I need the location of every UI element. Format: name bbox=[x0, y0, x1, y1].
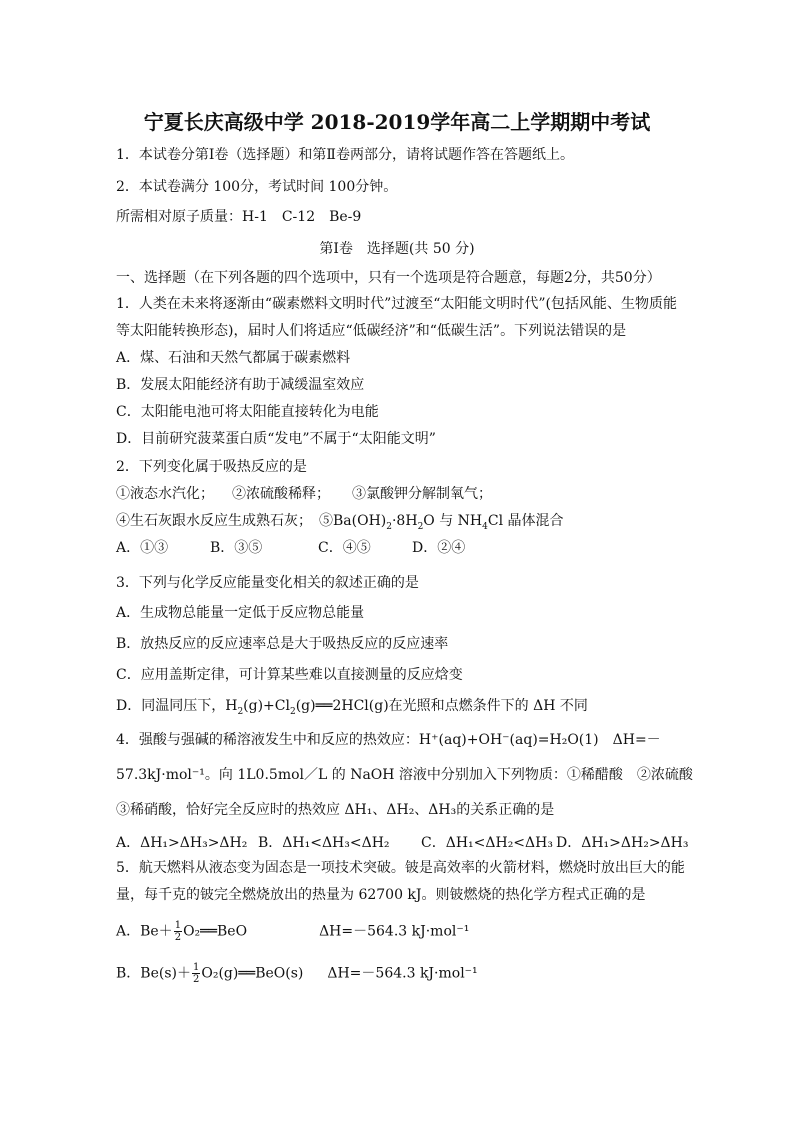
q3-option-d-text-3: (g)══2HCl(g)在光照和点燃条件下的 ΔH 不同 bbox=[295, 698, 588, 714]
fraction-denominator: 2 bbox=[192, 974, 200, 985]
q2-item-4-5-text: ④生石灰跟水反应生成熟石灰； ⑤Ba(OH) bbox=[116, 513, 387, 529]
q5-option-a-equation: O₂══BeO bbox=[183, 923, 248, 940]
q3-option-b: B．放热反应的反应速率总是大于吸热反应的反应速率 bbox=[116, 636, 449, 652]
q3-option-c: C．应用盖斯定律，可计算某些难以直接测量的反应焓变 bbox=[116, 667, 463, 683]
q1-option-d: D．目前研究菠菜蛋白质“发电”不属于“太阳能文明” bbox=[116, 431, 436, 447]
q2-option-c: C．④⑤ bbox=[318, 540, 371, 556]
q3-option-d-text-1: D．同温同压下，H bbox=[116, 698, 238, 714]
q4-stem-line1: 4．强酸与强碱的稀溶液发生中和反应的热效应：H⁺(aq)+OH⁻(aq)=H₂O(1) ΔH=－ bbox=[116, 732, 661, 748]
q5-option-b-enthalpy: ΔH=－564.3 kJ·mol⁻¹ bbox=[327, 965, 478, 982]
note-2: 2．本试卷满分 100分，考试时间 100分钟。 bbox=[116, 179, 398, 195]
q2-item-5-text-d: Cl 晶体混合 bbox=[487, 513, 564, 529]
q2-item-5-text-c: O 与 NH bbox=[423, 513, 483, 529]
q2-items-line1 bbox=[116, 485, 492, 503]
q2-item-1: ①液态水汽化； bbox=[116, 486, 214, 502]
q2-option-b: B．③⑤ bbox=[210, 540, 263, 556]
q1-stem-line2: 等太阳能转换形态)，届时人们将适应“低碳经济”和“低碳生活”。下列说法错误的是 bbox=[116, 323, 627, 339]
q4-options bbox=[116, 834, 688, 852]
q5-option-b bbox=[116, 962, 478, 985]
q4-option-c: C．ΔH₁<ΔH₂<ΔH₃ bbox=[421, 835, 553, 851]
q5-stem-line1: 5．航天燃料从液态变为固态是一项技术突破。铍是高效率的火箭材料，燃烧时放出巨大的能 bbox=[116, 860, 685, 876]
fraction-numerator: 1 bbox=[174, 920, 182, 931]
q5-option-b-label: B．Be(s)＋ bbox=[116, 965, 191, 982]
q2-item-5-text-b: ·8H bbox=[391, 513, 418, 529]
q1-option-b: B．发展太阳能经济有助于减缓温室效应 bbox=[116, 377, 365, 393]
one-half-fraction bbox=[174, 920, 182, 943]
note-atomic-mass: 所需相对原子质量：H-1 C-12 Be-9 bbox=[116, 209, 362, 225]
note-1: 1．本试卷分第Ⅰ卷（选择题）和第Ⅱ卷两部分，请将试题作答在答题纸上。 bbox=[116, 147, 574, 163]
part1-title: 一、选择题（在下列各题的四个选项中，只有一个选项是符合题意，每题2分，共50分） bbox=[116, 270, 661, 286]
section-title: 第Ⅰ卷 选择题(共 50 分) bbox=[319, 241, 475, 257]
fraction-denominator: 2 bbox=[174, 932, 182, 943]
q2-option-a: A．①③ bbox=[116, 540, 169, 556]
q2-options bbox=[116, 539, 465, 557]
q2-item-3: ③氯酸钾分解制氧气； bbox=[352, 486, 492, 502]
q5-stem-line2: 量，每千克的铍完全燃烧放出的热量为 62700 kJ。则铍燃烧的热化学方程式正确的是 bbox=[116, 887, 646, 903]
q1-option-a: A．煤、石油和天然气都属于碳素燃料 bbox=[116, 350, 351, 366]
exam-title: 宁夏长庆高级中学 2018-2019学年高二上学期期中考试 bbox=[143, 110, 651, 134]
q5-option-b-equation: O₂(g)══BeO(s) bbox=[201, 965, 304, 982]
q1-option-c: C．太阳能电池可将太阳能直接转化为电能 bbox=[116, 404, 379, 420]
q5-option-a-enthalpy: ΔH=－564.3 kJ·mol⁻¹ bbox=[319, 923, 470, 940]
one-half-fraction bbox=[192, 962, 200, 985]
fraction-numerator: 1 bbox=[192, 962, 200, 973]
q3-option-d-text-2: (g)+Cl bbox=[243, 698, 290, 714]
q4-stem-line3: ③稀硝酸，恰好完全反应时的热效应 ΔH₁、ΔH₂、ΔH₃的关系正确的是 bbox=[116, 802, 555, 818]
q4-option-d: D．ΔH₁>ΔH₂>ΔH₃ bbox=[556, 835, 689, 851]
q2-items-line2: ④生石灰跟水反应生成熟石灰； $⑤Ba(OH)_2\cdot 8H_2O$ 与 $NH_4Cl$ 晶体混合 bbox=[116, 513, 564, 532]
q1-stem-line1: 1．人类在未来将逐渐由“碳素燃料文明时代”过渡至“太阳能文明时代”(包括风能、生物质能 bbox=[116, 296, 677, 312]
q2-option-d: D．②④ bbox=[412, 540, 466, 556]
q2-item-2: ②浓硫酸稀释； bbox=[232, 486, 330, 502]
q5-option-a-label: A．Be＋ bbox=[116, 923, 173, 940]
q4-option-a: A．ΔH₁>ΔH₃>ΔH₂ bbox=[116, 835, 248, 851]
q4-stem-line2: 57.3kJ·mol⁻¹。向 1L0.5mol／L 的 NaOH 溶液中分别加入下列物质：①稀醋酸 ②浓硫酸 bbox=[116, 767, 693, 783]
q3-stem: 3．下列与化学反应能量变化相关的叙述正确的是 bbox=[116, 575, 419, 591]
q3-option-d: D．同温同压下，$H_2(g)+Cl_2(g)══2HCl(g)$在光照和点燃条件下的 ΔH 不同 bbox=[116, 698, 588, 717]
q5-option-a bbox=[116, 920, 469, 943]
q3-option-a: A．生成物总能量一定低于反应物总能量 bbox=[116, 605, 365, 621]
q2-stem: 2．下列变化属于吸热反应的是 bbox=[116, 459, 307, 475]
q4-option-b: B．ΔH₁<ΔH₃<ΔH₂ bbox=[258, 835, 390, 851]
